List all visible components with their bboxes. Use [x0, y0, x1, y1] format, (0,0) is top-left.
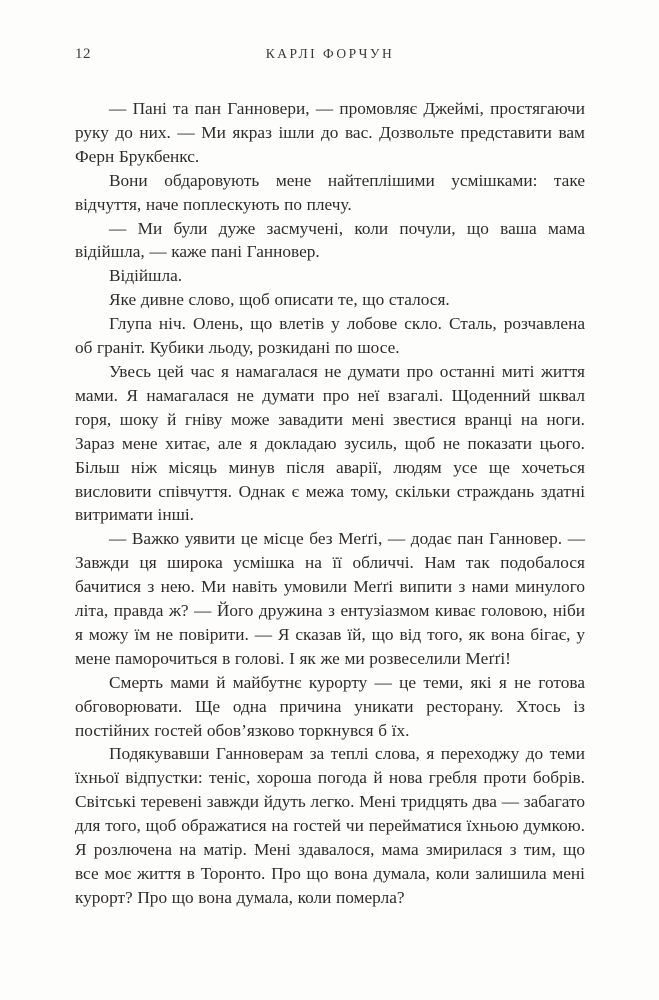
page-number: 12 [75, 46, 91, 62]
paragraph: Відійшла. [109, 266, 183, 286]
paragraph: — Пані та пан Ганновери, — промовляє Джеймі, простягаючи руку до них. — Ми якраз ішли до вас. Дозвольте представити вам Ферн Брукбенкс. [75, 99, 585, 166]
paragraph: — Ми були дуже засмучені, коли почули, що ваша мама відійшла, — каже пані Ганновер. [75, 218, 585, 262]
page-body [75, 97, 585, 910]
paragraph: Смерть мами й майбутнє курорту — це теми, які я не готова обговорювати. Ще одна причина уникати ресторану. Хтось із постійних гостей обов’язково торкнувся б їх. [75, 672, 585, 740]
page-header [75, 46, 585, 66]
paragraph: Увесь цей час я намагалася не думати про останні миті життя мами. Я намагалася не думати про неї взагалі. Щоденний шквал горя, шоку й гніву може завадити мені звестися вранці на ноги. Зараз мене хитає, але я докладаю зусиль, щоб не показати цього. Більш ніж місяць минув після аварії, людям усе ще хочеться висловити співчуття. Однак є межа тому, скільки страждань здатні витримати інші. [75, 361, 585, 525]
paragraph: Глупа ніч. Олень, що влетів у лобове скло. Сталь, розчавлена об граніт. Кубики льоду, розкидані по шосе. [75, 314, 585, 358]
paragraph: Вони обдаровують мене найтеплішими усмішками: таке відчуття, наче поплескують по плечу. [75, 170, 585, 214]
running-title: КАРЛІ ФОРЧУН [265, 46, 395, 61]
paragraph: Яке дивне слово, щоб описати те, що сталося. [109, 290, 450, 310]
paragraph: — Важко уявити це місце без Меґґі, — додає пан Ганновер. — Завжди ця широка усмішка на її обличчі. Нам так подобалося бачитися з нею. Ми навіть умовили Меґґі випити з нами минулого літа, правда ж? — Його дружина з ентузіазмом киває головою, ніби я можу їм не повірити. — Я сказав їй, що від того, як вона бігає, у мене паморочиться в голові. І як же ми розвеселили Меґґі! [75, 529, 585, 668]
paragraph: Подякувавши Ганноверам за теплі слова, я переходжу до теми їхньої відпустки: теніс, хороша погода й нова гребля проти бобрів. Світські теревені завжди йдуть легко. Мені тридцять два — забагато для того, щоб ображатися на гостей чи перейматися їхньою думкою. Я розлючена на матір. Мені здавалося, мама змирилася з тим, що все моє життя в Торонто. Про що вона думала, коли залишила мені курорт? Про що вона думала, коли померла? [75, 744, 585, 907]
